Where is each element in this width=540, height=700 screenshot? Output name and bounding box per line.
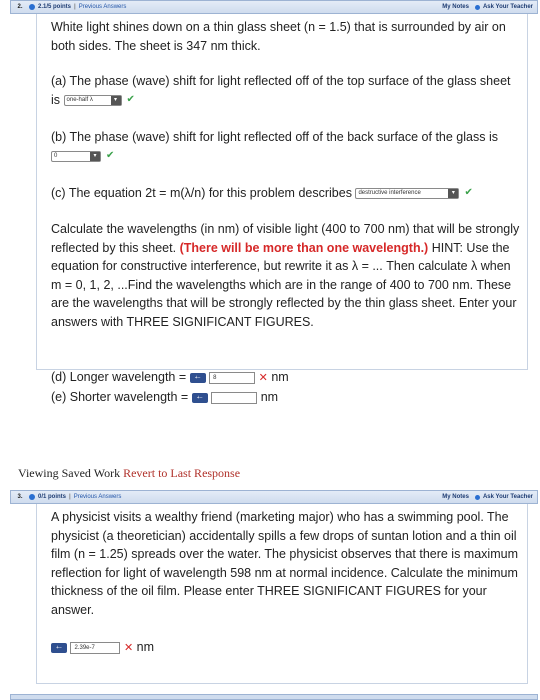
- question-3-text: A physicist visits a wealthy friend (marketing major) who has a swimming pool. The physicist (a theoretician) accidentally spills a few drops of suntan lotion and a thin oil film (n = 1.25) spreads over the water. The physicist observes that there is maximum reflection for light of wavelength 598 nm at normal incidence. Calculate the minimum thickness of the oil film. Please enter THREE SIGNIFICANT FIGURES for your answer.: [51, 510, 518, 617]
- part-e-label: (e) Shorter wavelength =: [51, 390, 189, 404]
- separator: |: [69, 494, 71, 500]
- revert-link[interactable]: Revert to Last Response: [123, 466, 241, 480]
- question-intro: White light shines down on a thin glass sheet (n = 1.5) that is surrounded by air on both sides. The sheet is 347 nm thick.: [51, 20, 506, 53]
- part-c-selected-value: destructive interference: [358, 190, 421, 197]
- question-2-body: [36, 14, 528, 404]
- separator: |: [74, 4, 76, 10]
- previous-answers-link[interactable]: Previous Answers: [78, 4, 127, 10]
- part-c-select[interactable]: [355, 188, 459, 199]
- points-label: 0/1 points: [38, 494, 67, 500]
- calc-warning: (There will be more than one wavelength.): [179, 240, 429, 255]
- ask-dot-icon: [475, 5, 480, 10]
- next-question-header: [10, 694, 538, 700]
- question-3-body: [36, 504, 528, 684]
- chevron-down-icon: ▾: [448, 189, 458, 198]
- my-notes-button[interactable]: My Notes: [442, 494, 469, 500]
- calc-text-1: Calculate the wavelengths (in nm) of visible light (400 to 700 nm) that will be strongly reflected by this sheet.: [51, 222, 520, 255]
- question-number: 3.: [17, 494, 23, 500]
- part-d: [51, 368, 351, 388]
- part-a: [51, 72, 511, 109]
- chevron-down-icon: ▾: [90, 152, 100, 161]
- incorrect-x-icon: ✕: [258, 372, 268, 384]
- math-palette-icon[interactable]: +−: [51, 643, 67, 653]
- part-b: [51, 128, 521, 165]
- ask-teacher-button[interactable]: Ask Your Teacher: [482, 4, 533, 10]
- part-a-selected-value: one-half λ: [66, 96, 93, 103]
- calc-text-2: HINT: Use the equation for constructive interference, but rewrite it as λ = ... Then calculate λ when m = 0, 1, 2, ...Find the wavelengths which are in the range of 400 to 700 nm. These are the wavelengths that will be strongly reflected by the thin glass sheet. Enter your answers with THREE SIGNIFICANT FIGURES.: [51, 240, 517, 329]
- part-c-text: (c) The equation 2t = m(λ/n) for this problem describes: [51, 186, 352, 200]
- previous-answers-link[interactable]: Previous Answers: [73, 494, 122, 500]
- part-b-text: (b) The phase (wave) shift for light reflected off of the back surface of the glass is: [51, 130, 498, 144]
- my-notes-button[interactable]: My Notes: [442, 4, 469, 10]
- question-2-header: [10, 0, 538, 14]
- answer-unit: nm: [136, 640, 155, 654]
- viewing-text: Viewing Saved Work: [18, 466, 121, 480]
- part-d-label: (d) Longer wavelength =: [51, 370, 187, 384]
- incorrect-x-icon: ✕: [123, 642, 134, 654]
- part-d-unit: nm: [271, 370, 289, 384]
- check-icon: ✔: [464, 187, 473, 199]
- chevron-down-icon: ▾: [111, 96, 121, 105]
- answer-input[interactable]: 2.39e-7: [70, 642, 120, 654]
- calc-instructions: [51, 220, 521, 331]
- points-label: 2.1/5 points: [38, 4, 72, 10]
- part-c: [51, 184, 531, 203]
- ask-teacher-button[interactable]: Ask Your Teacher: [482, 494, 533, 500]
- part-e-input[interactable]: [211, 392, 257, 404]
- check-icon: ✔: [126, 93, 135, 105]
- question-3-header: [10, 490, 538, 504]
- math-palette-icon[interactable]: +−: [192, 393, 208, 403]
- part-b-selected-value: 0: [54, 152, 58, 159]
- part-e: [51, 388, 351, 407]
- part-b-select[interactable]: [51, 151, 101, 162]
- part-e-unit: nm: [260, 390, 279, 404]
- question-number: 2.: [17, 4, 23, 10]
- check-icon: ✔: [106, 149, 115, 161]
- part-a-select[interactable]: [64, 95, 122, 106]
- question-3-answer: [51, 638, 351, 658]
- ask-dot-icon: [475, 495, 480, 500]
- part-a-text: (a) The phase (wave) shift for light reflected off of the top surface of the glass sheet is: [51, 74, 511, 107]
- status-dot-icon: [29, 4, 35, 10]
- math-palette-icon[interactable]: +−: [190, 373, 206, 383]
- status-dot-icon: [29, 494, 35, 500]
- part-d-input[interactable]: 8: [209, 372, 255, 384]
- viewing-saved-work: [18, 466, 240, 481]
